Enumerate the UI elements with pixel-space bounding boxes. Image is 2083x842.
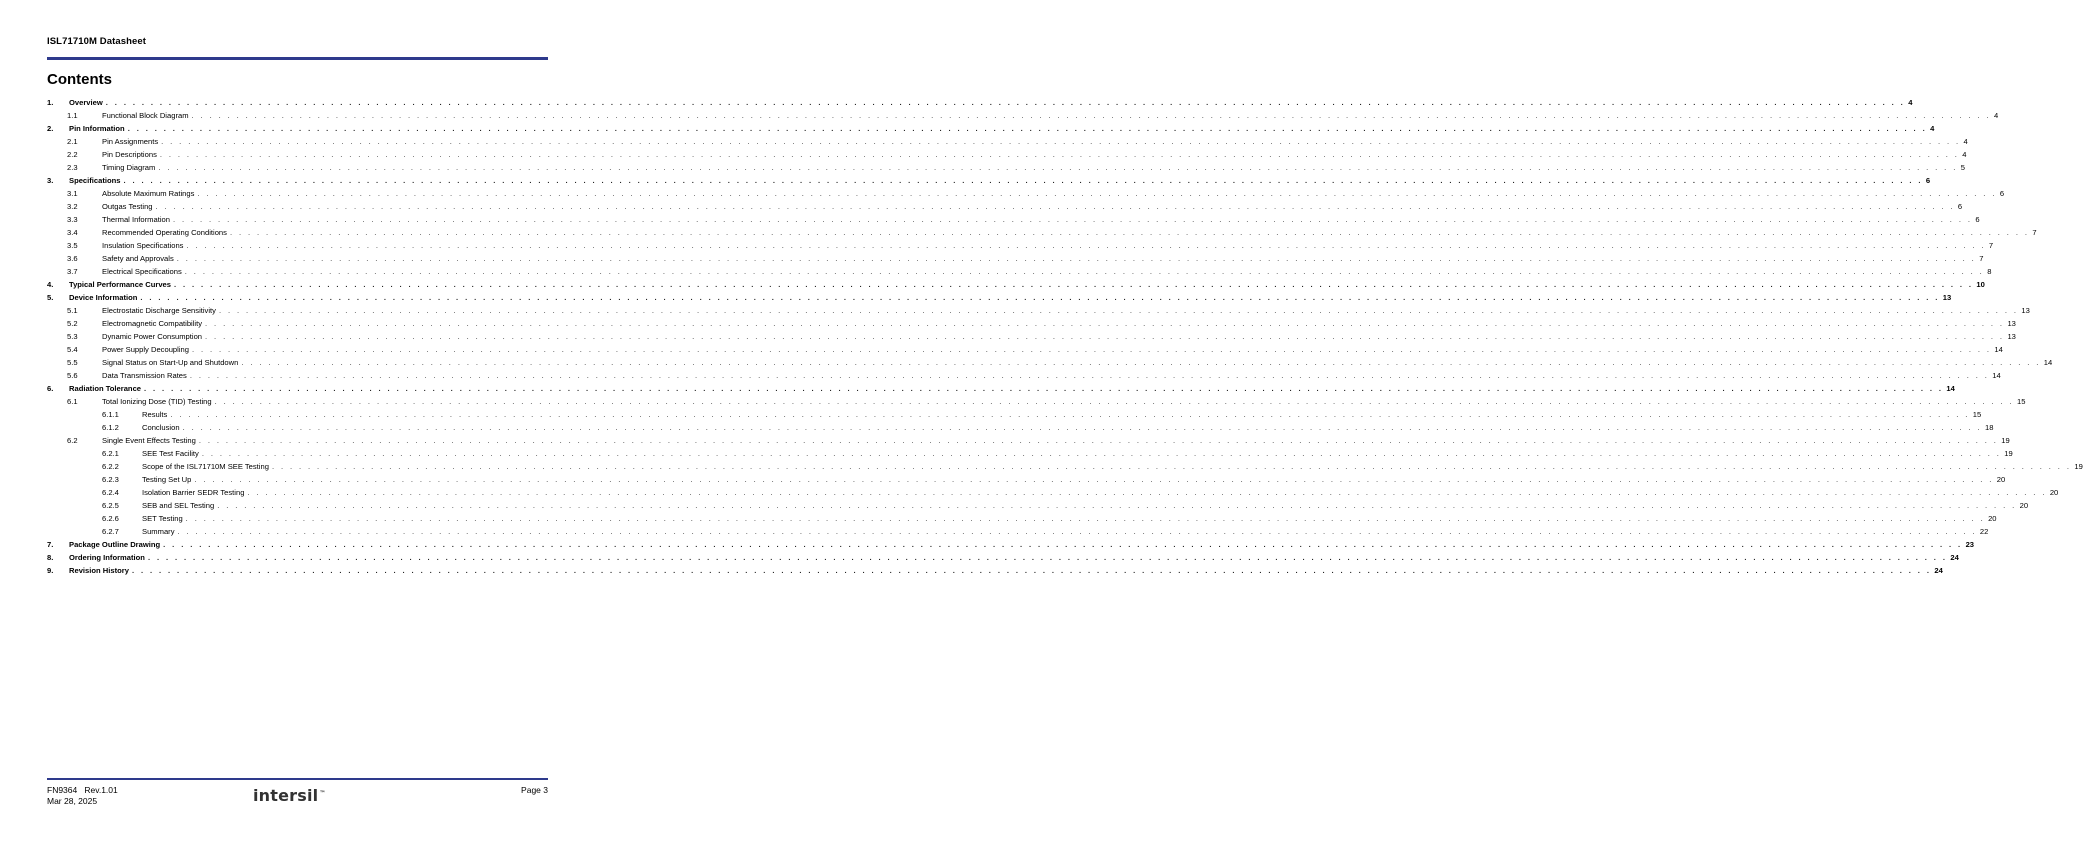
toc-entry-page[interactable]: 20 (1996, 475, 2006, 484)
toc-dot-leader: . . . . . . . . . . . . . . . . . . . . . . . . . . . . . . . . . . . . . . . . . . . . . . . . . . . . . . . . . . . . . . . . . . . . . . . . . . . . . . . . . . . . . . . . . . . . . . . . . . . . . . . . . . . . . . . . . . . . . . . . . . . . . . . . . . . . . . . . . . . . . . . . . . . . . . . . . . . . . . . . . . . . . . . . . . . . . . . . . . . . . . . . . . . . . . . . . . . . . . . . (186, 241, 1986, 250)
toc-entry-number: 2. (47, 124, 54, 133)
toc-entry-page[interactable]: 7 (1988, 241, 1994, 250)
toc-entry[interactable] (47, 396, 2026, 407)
toc-entry-page[interactable]: 18 (1984, 423, 1994, 432)
toc-entry-title[interactable]: Ordering Information (69, 552, 148, 563)
toc-dot-leader: . . . . . . . . . . . . . . . . . . . . . . . . . . . . . . . . . . . . . . . . . . . . . . . . . . . . . . . . . . . . . . . . . . . . . . . . . . . . . . . . . . . . . . . . . . . . . . . . . . . . . . . . . . . . . . . . . . . . . . . . . . . . . . . . . . . . . . . . . . . . . . . . . . . . . . . . . . . . . . . . . . . . . . . . . . . . . . . . . . . . . . . . . . . . . . . . . . . . . . . . (105, 98, 1906, 107)
toc-dot-leader: . . . . . . . . . . . . . . . . . . . . . . . . . . . . . . . . . . . . . . . . . . . . . . . . . . . . . . . . . . . . . . . . . . . . . . . . . . . . . . . . . . . . . . . . . . . . . . . . . . . . . . . . . . . . . . . . . . . . . . . . . . . . . . . . . . . . . . . . . . . . . . . . . . . . . . . . . . . . . . . . . . . . . . . . . . . . . . . . . . . . . . . . . . . . . . . . . . . . . . . . (131, 566, 1932, 575)
toc-entry[interactable] (47, 318, 2016, 329)
toc-dot-leader: . . . . . . . . . . . . . . . . . . . . . . . . . . . . . . . . . . . . . . . . . . . . . . . . . . . . . . . . . . . . . . . . . . . . . . . . . . . . . . . . . . . . . . . . . . . . . . . . . . . . . . . . . . . . . . . . . . . . . . . . . . . . . . . . . . . . . . . . . . . . . . . . . . . . . . . . . . . . . . . . . . . . . . . . . . . . . . . . . . . . . . . . . . . . . . . . . . . . . . . . (189, 371, 1990, 380)
toc-entry-title[interactable]: Recommended Operating Conditions (102, 227, 230, 238)
toc-entry-number: 6.2.3 (102, 475, 119, 484)
toc-entry[interactable] (47, 422, 1994, 433)
toc-entry-title[interactable]: Pin Descriptions (102, 149, 160, 160)
toc-entry-number: 1.1 (67, 111, 78, 120)
toc-entry-number: 5.6 (67, 371, 78, 380)
toc-entry-title[interactable]: Summary (142, 526, 178, 537)
toc-entry-title[interactable]: Radiation Tolerance (69, 383, 144, 394)
toc-dot-leader: . . . . . . . . . . . . . . . . . . . . . . . . . . . . . . . . . . . . . . . . . . . . . . . . . . . . . . . . . . . . . . . . . . . . . . . . . . . . . . . . . . . . . . . . . . . . . . . . . . . . . . . . . . . . . . . . . . . . . . . . . . . . . . . . . . . . . . . . . . . . . . . . . . . . . . . . . . . . . . . . . . . . . . . . . . . . . . . . . . . . . . . . . . . . . . . . . . . . . . . . (205, 319, 2005, 328)
toc-entry[interactable] (47, 409, 1982, 420)
toc-entry[interactable] (47, 448, 2013, 459)
toc-dot-leader: . . . . . . . . . . . . . . . . . . . . . . . . . . . . . . . . . . . . . . . . . . . . . . . . . . . . . . . . . . . . . . . . . . . . . . . . . . . . . . . . . . . . . . . . . . . . . . . . . . . . . . . . . . . . . . . . . . . . . . . . . . . . . . . . . . . . . . . . . . . . . . . . . . . . . . . . . . . . . . . . . . . . . . . . . . . . . . . . . . . . . . . . . . . . . . . . . . . . . . . . (229, 228, 2030, 237)
toc-entry-title[interactable]: Data Transmission Rates (102, 370, 190, 381)
toc-entry-page[interactable]: 19 (2004, 449, 2013, 458)
toc-entry[interactable] (47, 266, 1992, 277)
toc-entry[interactable] (47, 539, 1975, 550)
toc-entry-page[interactable]: 4 (1993, 111, 1999, 120)
toc-dot-leader: . . . . . . . . . . . . . . . . . . . . . . . . . . . . . . . . . . . . . . . . . . . . . . . . . . . . . . . . . . . . . . . . . . . . . . . . . . . . . . . . . . . . . . . . . . . . . . . . . . . . . . . . . . . . . . . . . . . . . . . . . . . . . . . . . . . . . . . . . . . . . . . . . . . . . . . . . . . . . . . . . . . . . . . . . . . . . . . . . . . . . . . . . . . . . . . . . . . . . . . . (163, 540, 1963, 549)
toc-entry[interactable] (47, 565, 1943, 576)
toc-dot-leader: . . . . . . . . . . . . . . . . . . . . . . . . . . . . . . . . . . . . . . . . . . . . . . . . . . . . . . . . . . . . . . . . . . . . . . . . . . . . . . . . . . . . . . . . . . . . . . . . . . . . . . . . . . . . . . . . . . . . . . . . . . . . . . . . . . . . . . . . . . . . . . . . . . . . . . . . . . . . . . . . . . . . . . . . . . . . . . . . . . . . . . . . . . . . . . . . . . . . . . . . (247, 488, 2047, 497)
toc-entry-title[interactable]: Electrical Specifications (102, 266, 185, 277)
toc-entry-number: 6. (47, 384, 54, 393)
toc-entry-number: 5.4 (67, 345, 78, 354)
toc-dot-leader: . . . . . . . . . . . . . . . . . . . . . . . . . . . . . . . . . . . . . . . . . . . . . . . . . . . . . . . . . . . . . . . . . . . . . . . . . . . . . . . . . . . . . . . . . . . . . . . . . . . . . . . . . . . . . . . . . . . . . . . . . . . . . . . . . . . . . . . . . . . . . . . . . . . . . . . . . . . . . . . . . . . . . . . . . . . . . . . . . . . . . . . . . . . . . . . . . . . . . . . . (184, 267, 1985, 276)
toc-dot-leader: . . . . . . . . . . . . . . . . . . . . . . . . . . . . . . . . . . . . . . . . . . . . . . . . . . . . . . . . . . . . . . . . . . . . . . . . . . . . . . . . . . . . . . . . . . . . . . . . . . . . . . . . . . . . . . . . . . . . . . . . . . . . . . . . . . . . . . . . . . . . . . . . . . . . . . . . . . . . . . . . . . . . . . . . . . . . . . . . . . . . . . . . . . . . . . . . . . . . . . . . (177, 527, 1977, 536)
toc-entry[interactable] (47, 357, 2053, 368)
footer-doc-info (47, 785, 118, 807)
toc-entry-page[interactable]: 7 (2032, 228, 2037, 237)
toc-entry-title[interactable]: Conclusion (142, 422, 183, 433)
toc-dot-leader: . . . . . . . . . . . . . . . . . . . . . . . . . . . . . . . . . . . . . . . . . . . . . . . . . . . . . . . . . . . . . . . . . . . . . . . . . . . . . . . . . . . . . . . . . . . . . . . . . . . . . . . . . . . . . . . . . . . . . . . . . . . . . . . . . . . . . . . . . . . . . . . . . . . . . . . . . . . . . . . . . . . . . . . . . . . . . . . . . . . . . . . . . . . . . . . . . . . . . . . . (201, 449, 2002, 458)
toc-entry[interactable] (47, 175, 1931, 186)
toc-entry-page[interactable]: 6 (1957, 202, 1963, 211)
toc-entry-page[interactable]: 23 (1965, 540, 1975, 549)
toc-entry-number: 6.1.1 (102, 410, 119, 419)
toc-dot-leader: . . . . . . . . . . . . . . . . . . . . . . . . . . . . . . . . . . . . . . . . . . . . . . . . . . . . . . . . . . . . . . . . . . . . . . . . . . . . . . . . . . . . . . . . . . . . . . . . . . . . . . . . . . . . . . . . . . . . . . . . . . . . . . . . . . . . . . . . . . . . . . . . . . . . . . . . . . . . . . . . . . . . . . . . . . . . . . . . . . . . . . . . . . . . . . . . . . . . . . . . (194, 475, 1994, 484)
toc-entry-page[interactable]: 24 (1934, 566, 1943, 575)
toc-entry-number: 8. (47, 553, 54, 562)
toc-entry-title[interactable]: Electrostatic Discharge Sensitivity (102, 305, 219, 316)
toc-entry-number: 5.3 (67, 332, 78, 341)
toc-dot-leader: . . . . . . . . . . . . . . . . . . . . . . . . . . . . . . . . . . . . . . . . . . . . . . . . . . . . . . . . . . . . . . . . . . . . . . . . . . . . . . . . . . . . . . . . . . . . . . . . . . . . . . . . . . . . . . . . . . . . . . . . . . . . . . . . . . . . . . . . . . . . . . . . . . . . . . . . . . . . . . . . . . . . . . . . . . . . . . . . . . . . . . . . . . . . . . . . . . . . . . . . (155, 202, 1955, 211)
toc-entry-page[interactable]: 10 (1976, 280, 1985, 289)
toc-entry-number: 3.5 (67, 241, 78, 250)
toc-entry-number: 6.2.1 (102, 449, 119, 458)
toc-entry-page[interactable]: 5 (1960, 163, 1965, 172)
toc-dot-leader: . . . . . . . . . . . . . . . . . . . . . . . . . . . . . . . . . . . . . . . . . . . . . . . . . . . . . . . . . . . . . . . . . . . . . . . . . . . . . . . . . . . . . . . . . . . . . . . . . . . . . . . . . . . . . . . . . . . . . . . . . . . . . . . . . . . . . . . . . . . . . . . . . . . . . . . . . . . . . . . . . . . . . . . . . . . . . . . . . . . . . . . . . . . . . . . . . . . . . . . . (214, 397, 2014, 406)
toc-entry[interactable] (47, 552, 1959, 563)
toc-entry-title[interactable]: Signal Status on Start-Up and Shutdown (102, 357, 241, 368)
toc-entry[interactable] (47, 292, 1952, 303)
toc-entry[interactable] (47, 331, 2016, 342)
toc-entry-title[interactable]: Testing Set Up (142, 474, 194, 485)
toc-entry-number: 9. (47, 566, 54, 575)
trademark-mark: ™ (319, 789, 326, 797)
toc-entry-title[interactable]: Pin Information (69, 123, 128, 134)
document-title: ISL71710M Datasheet (47, 36, 147, 47)
toc-entry-page[interactable]: 4 (1930, 124, 1935, 133)
toc-entry-title[interactable]: Timing Diagram (102, 162, 158, 173)
toc-entry-page[interactable]: 6 (1999, 189, 2005, 198)
toc-entry[interactable] (47, 435, 2010, 446)
toc-dot-leader: . . . . . . . . . . . . . . . . . . . . . . . . . . . . . . . . . . . . . . . . . . . . . . . . . . . . . . . . . . . . . . . . . . . . . . . . . . . . . . . . . . . . . . . . . . . . . . . . . . . . . . . . . . . . . . . . . . . . . . . . . . . . . . . . . . . . . . . . . . . . . . . . . . . . . . . . . . . . . . . . . . . . . . . . . . . . . . . . . . . . . . . . . . . . . . . . . . . . . . . . (123, 176, 1923, 185)
toc-entry-title[interactable]: SEB and SEL Testing (142, 500, 217, 511)
toc-entry[interactable] (47, 97, 1913, 108)
toc-dot-leader: . . . . . . . . . . . . . . . . . . . . . . . . . . . . . . . . . . . . . . . . . . . . . . . . . . . . . . . . . . . . . . . . . . . . . . . . . . . . . . . . . . . . . . . . . . . . . . . . . . . . . . . . . . . . . . . . . . . . . . . . . . . . . . . . . . . . . . . . . . . . . . . . . . . . . . . . . . . . . . . . . . . . . . . . . . . . . . . . . . . . . . . . . . . . . . . . . . . . . . . . (176, 254, 1977, 263)
toc-entry-title[interactable]: Overview (69, 97, 106, 108)
toc-entry-page[interactable]: 24 (1950, 553, 1959, 562)
toc-entry-page[interactable]: 4 (1962, 150, 1967, 159)
toc-entry-page[interactable]: 14 (1946, 384, 1955, 393)
toc-entry-title[interactable]: Dynamic Power Consumption (102, 331, 205, 342)
logo-text: intersil (253, 786, 319, 805)
toc-entry-title[interactable]: Device Information (69, 292, 140, 303)
toc-dot-leader: . . . . . . . . . . . . . . . . . . . . . . . . . . . . . . . . . . . . . . . . . . . . . . . . . . . . . . . . . . . . . . . . . . . . . . . . . . . . . . . . . . . . . . . . . . . . . . . . . . . . . . . . . . . . . . . . . . . . . . . . . . . . . . . . . . . . . . . . . . . . . . . . . . . . . . . . . . . . . . . . . . . . . . . . . . . . . . . . . . . . . . . . . . . . . . . . . . . . . . . . (241, 358, 2041, 367)
toc-entry-number: 5. (47, 293, 54, 302)
toc-entry-page[interactable]: 19 (2001, 436, 2010, 445)
toc-entry-page[interactable]: 20 (2049, 488, 2059, 497)
toc-dot-leader: . . . . . . . . . . . . . . . . . . . . . . . . . . . . . . . . . . . . . . . . . . . . . . . . . . . . . . . . . . . . . . . . . . . . . . . . . . . . . . . . . . . . . . . . . . . . . . . . . . . . . . . . . . . . . . . . . . . . . . . . . . . . . . . . . . . . . . . . . . . . . . . . . . . . . . . . . . . . . . . . . . . . . . . . . . . . . . . . . . . . . . . . . . . . . . . . . . . . . . . . (144, 384, 1944, 393)
toc-dot-leader: . . . . . . . . . . . . . . . . . . . . . . . . . . . . . . . . . . . . . . . . . . . . . . . . . . . . . . . . . . . . . . . . . . . . . . . . . . . . . . . . . . . . . . . . . . . . . . . . . . . . . . . . . . . . . . . . . . . . . . . . . . . . . . . . . . . . . . . . . . . . . . . . . . . . . . . . . . . . . . . . . . . . . . . . . . . . . . . . . . . . . . . . . . . . . . . . . . . . . . . . (191, 345, 1992, 354)
toc-entry-title[interactable]: Revision History (69, 565, 132, 576)
toc-dot-leader: . . . . . . . . . . . . . . . . . . . . . . . . . . . . . . . . . . . . . . . . . . . . . . . . . . . . . . . . . . . . . . . . . . . . . . . . . . . . . . . . . . . . . . . . . . . . . . . . . . . . . . . . . . . . . . . . . . . . . . . . . . . . . . . . . . . . . . . . . . . . . . . . . . . . . . . . . . . . . . . . . . . . . . . . . . . . . . . . . . . . . . . . . . . . . . . . . . . . . . . . (191, 111, 1991, 120)
toc-entry-number: 6.2.7 (102, 527, 119, 536)
toc-entry-title[interactable]: Absolute Maximum Ratings (102, 188, 197, 199)
contents-heading: Contents (47, 71, 112, 88)
toc-entry-number: 2.3 (67, 163, 78, 172)
toc-entry-number: 4. (47, 280, 54, 289)
toc-entry-page[interactable]: 4 (1963, 137, 1968, 146)
toc-dot-leader: . . . . . . . . . . . . . . . . . . . . . . . . . . . . . . . . . . . . . . . . . . . . . . . . . . . . . . . . . . . . . . . . . . . . . . . . . . . . . . . . . . . . . . . . . . . . . . . . . . . . . . . . . . . . . . . . . . . . . . . . . . . . . . . . . . . . . . . . . . . . . . . . . . . . . . . . . . . . . . . . . . . . . . . . . . . . . . . . . . . . . . . . . . . . . . . . . . . . . . . . (185, 514, 1986, 523)
toc-entry-number: 1. (47, 98, 54, 107)
toc-entry-number: 6.1 (67, 397, 78, 406)
toc-entry-page[interactable]: 14 (1992, 371, 2001, 380)
toc-entry-number: 5.1 (67, 306, 78, 315)
toc-entry-number: 3.6 (67, 254, 78, 263)
toc-entry-number: 3.3 (67, 215, 78, 224)
toc-entry-title[interactable]: Power Supply Decoupling (102, 344, 192, 355)
toc-entry-title[interactable]: Isolation Barrier SEDR Testing (142, 487, 247, 498)
toc-dot-leader: . . . . . . . . . . . . . . . . . . . . . . . . . . . . . . . . . . . . . . . . . . . . . . . . . . . . . . . . . . . . . . . . . . . . . . . . . . . . . . . . . . . . . . . . . . . . . . . . . . . . . . . . . . . . . . . . . . . . . . . . . . . . . . . . . . . . . . . . . . . . . . . . . . . . . . . . . . . . . . . . . . . . . . . . . . . . . . . . . . . . . . . . . . . . . . . . . . . . . . . . (271, 462, 2072, 471)
toc-entry-page[interactable]: 13 (2007, 332, 2016, 341)
toc-entry-page[interactable]: 8 (1987, 267, 1992, 276)
toc-dot-leader: . . . . . . . . . . . . . . . . . . . . . . . . . . . . . . . . . . . . . . . . . . . . . . . . . . . . . . . . . . . . . . . . . . . . . . . . . . . . . . . . . . . . . . . . . . . . . . . . . . . . . . . . . . . . . . . . . . . . . . . . . . . . . . . . . . . . . . . . . . . . . . . . . . . . . . . . . . . . . . . . . . . . . . . . . . . . . . . . . . . . . . . . . . . . . . . . . . . . . . . . (197, 189, 1997, 198)
toc-dot-leader: . . . . . . . . . . . . . . . . . . . . . . . . . . . . . . . . . . . . . . . . . . . . . . . . . . . . . . . . . . . . . . . . . . . . . . . . . . . . . . . . . . . . . . . . . . . . . . . . . . . . . . . . . . . . . . . . . . . . . . . . . . . . . . . . . . . . . . . . . . . . . . . . . . . . . . . . . . . . . . . . . . . . . . . . . . . . . . . . . . . . . . . . . . . . . . . . . . . . . . . . (198, 436, 1999, 445)
toc-dot-leader: . . . . . . . . . . . . . . . . . . . . . . . . . . . . . . . . . . . . . . . . . . . . . . . . . . . . . . . . . . . . . . . . . . . . . . . . . . . . . . . . . . . . . . . . . . . . . . . . . . . . . . . . . . . . . . . . . . . . . . . . . . . . . . . . . . . . . . . . . . . . . . . . . . . . . . . . . . . . . . . . . . . . . . . . . . . . . . . . . . . . . . . . . . . . . . . . . . . . . . . . (170, 410, 1970, 419)
toc-entry[interactable] (47, 136, 1968, 147)
toc-entry[interactable] (47, 461, 2083, 472)
toc-entry-page[interactable]: 6 (1925, 176, 1931, 185)
toc-entry-title[interactable]: Pin Assignments (102, 136, 161, 147)
toc-entry-page[interactable]: 13 (2007, 319, 2016, 328)
page-number: Page 3 (521, 785, 548, 795)
toc-entry[interactable] (47, 487, 2059, 498)
toc-entry-page[interactable]: 4 (1908, 98, 1913, 107)
toc-entry-number: 6.1.2 (102, 423, 119, 432)
toc-entry[interactable] (47, 253, 1984, 264)
toc-entry-number: 3.4 (67, 228, 78, 237)
toc-entry-number: 3.1 (67, 189, 78, 198)
toc-entry-title[interactable]: Functional Block Diagram (102, 110, 192, 121)
toc-entry-title[interactable]: Electromagnetic Compatibility (102, 318, 205, 329)
toc-entry[interactable] (47, 162, 1965, 173)
toc-entry-number: 6.2 (67, 436, 78, 445)
toc-dot-leader: . . . . . . . . . . . . . . . . . . . . . . . . . . . . . . . . . . . . . . . . . . . . . . . . . . . . . . . . . . . . . . . . . . . . . . . . . . . . . . . . . . . . . . . . . . . . . . . . . . . . . . . . . . . . . . . . . . . . . . . . . . . . . . . . . . . . . . . . . . . . . . . . . . . . . . . . . . . . . . . . . . . . . . . . . . . . . . . . . . . . . . . . . . . . . . . . . . . . . . . . (140, 293, 1940, 302)
toc-entry[interactable] (47, 149, 1967, 160)
toc-entry-page[interactable]: 14 (2043, 358, 2053, 367)
toc-entry[interactable] (47, 526, 1989, 537)
toc-dot-leader: . . . . . . . . . . . . . . . . . . . . . . . . . . . . . . . . . . . . . . . . . . . . . . . . . . . . . . . . . . . . . . . . . . . . . . . . . . . . . . . . . . . . . . . . . . . . . . . . . . . . . . . . . . . . . . . . . . . . . . . . . . . . . . . . . . . . . . . . . . . . . . . . . . . . . . . . . . . . . . . . . . . . . . . . . . . . . . . . . . . . . . . . . . . . . . . . . . . . . . . . (174, 280, 1974, 289)
toc-entry-title[interactable]: SET Testing (142, 513, 186, 524)
doc-revision: Rev.1.01 (84, 785, 118, 795)
toc-entry-title[interactable]: SEE Test Facility (142, 448, 202, 459)
toc-entry[interactable] (47, 214, 1980, 225)
toc-dot-leader: . . . . . . . . . . . . . . . . . . . . . . . . . . . . . . . . . . . . . . . . . . . . . . . . . . . . . . . . . . . . . . . . . . . . . . . . . . . . . . . . . . . . . . . . . . . . . . . . . . . . . . . . . . . . . . . . . . . . . . . . . . . . . . . . . . . . . . . . . . . . . . . . . . . . . . . . . . . . . . . . . . . . . . . . . . . . . . . . . . . . . . . . . . . . . . . . . . . . . . . . (127, 124, 1928, 133)
toc-dot-leader: . . . . . . . . . . . . . . . . . . . . . . . . . . . . . . . . . . . . . . . . . . . . . . . . . . . . . . . . . . . . . . . . . . . . . . . . . . . . . . . . . . . . . . . . . . . . . . . . . . . . . . . . . . . . . . . . . . . . . . . . . . . . . . . . . . . . . . . . . . . . . . . . . . . . . . . . . . . . . . . . . . . . . . . . . . . . . . . . . . . . . . . . . . . . . . . . . . . . . . . . (182, 423, 1982, 432)
toc-entry-number: 6.2.6 (102, 514, 119, 523)
toc-entry-title[interactable]: Thermal Information (102, 214, 173, 225)
toc-entry-number: 2.2 (67, 150, 78, 159)
toc-dot-leader: . . . . . . . . . . . . . . . . . . . . . . . . . . . . . . . . . . . . . . . . . . . . . . . . . . . . . . . . . . . . . . . . . . . . . . . . . . . . . . . . . . . . . . . . . . . . . . . . . . . . . . . . . . . . . . . . . . . . . . . . . . . . . . . . . . . . . . . . . . . . . . . . . . . . . . . . . . . . . . . . . . . . . . . . . . . . . . . . . . . . . . . . . . . . . . . . . . . . . . . . (147, 553, 1948, 562)
toc-entry[interactable] (47, 500, 2029, 511)
toc-dot-leader: . . . . . . . . . . . . . . . . . . . . . . . . . . . . . . . . . . . . . . . . . . . . . . . . . . . . . . . . . . . . . . . . . . . . . . . . . . . . . . . . . . . . . . . . . . . . . . . . . . . . . . . . . . . . . . . . . . . . . . . . . . . . . . . . . . . . . . . . . . . . . . . . . . . . . . . . . . . . . . . . . . . . . . . . . . . . . . . . . . . . . . . . . . . . . . . . . . . . . . . . (159, 150, 1960, 159)
toc-dot-leader: . . . . . . . . . . . . . . . . . . . . . . . . . . . . . . . . . . . . . . . . . . . . . . . . . . . . . . . . . . . . . . . . . . . . . . . . . . . . . . . . . . . . . . . . . . . . . . . . . . . . . . . . . . . . . . . . . . . . . . . . . . . . . . . . . . . . . . . . . . . . . . . . . . . . . . . . . . . . . . . . . . . . . . . . . . . . . . . . . . . . . . . . . . . . . . . . . . . . . . . . (217, 501, 2017, 510)
toc-entry-number: 6.2.5 (102, 501, 119, 510)
toc-dot-leader: . . . . . . . . . . . . . . . . . . . . . . . . . . . . . . . . . . . . . . . . . . . . . . . . . . . . . . . . . . . . . . . . . . . . . . . . . . . . . . . . . . . . . . . . . . . . . . . . . . . . . . . . . . . . . . . . . . . . . . . . . . . . . . . . . . . . . . . . . . . . . . . . . . . . . . . . . . . . . . . . . . . . . . . . . . . . . . . . . . . . . . . . . . . . . . . . . . . . . . . . (158, 163, 1958, 172)
toc-entry-page[interactable]: 13 (1942, 293, 1952, 302)
toc-entry-page[interactable]: 14 (1994, 345, 2003, 354)
toc-entry[interactable] (47, 201, 1963, 212)
toc-entry-page[interactable]: 22 (1979, 527, 1989, 536)
toc-entry-title[interactable]: Safety and Approvals (102, 253, 177, 264)
toc-entry[interactable] (47, 305, 2030, 316)
toc-entry-page[interactable]: 13 (2021, 306, 2030, 315)
toc-entry-page[interactable]: 20 (1988, 514, 1997, 523)
toc-entry-title[interactable]: Outgas Testing (102, 201, 156, 212)
toc-entry[interactable] (47, 344, 2003, 355)
toc-entry-title[interactable]: Results (142, 409, 170, 420)
toc-entry[interactable] (47, 188, 2005, 199)
toc-dot-leader: . . . . . . . . . . . . . . . . . . . . . . . . . . . . . . . . . . . . . . . . . . . . . . . . . . . . . . . . . . . . . . . . . . . . . . . . . . . . . . . . . . . . . . . . . . . . . . . . . . . . . . . . . . . . . . . . . . . . . . . . . . . . . . . . . . . . . . . . . . . . . . . . . . . . . . . . . . . . . . . . . . . . . . . . . . . . . . . . . . . . . . . . . . . . . . . . . . . . . . . . (161, 137, 1961, 146)
toc-entry[interactable] (47, 110, 1999, 121)
toc-entry-title[interactable]: Total Ionizing Dose (TID) Testing (102, 396, 215, 407)
toc-entry-number: 2.1 (67, 137, 78, 146)
toc-entry-title[interactable]: Scope of the ISL71710M SEE Testing (142, 461, 272, 472)
toc-entry-page[interactable]: 15 (1972, 410, 1982, 419)
toc-entry-number: 5.2 (67, 319, 78, 328)
toc-entry-page[interactable]: 6 (1975, 215, 1980, 224)
toc-entry[interactable] (47, 227, 2037, 238)
intersil-logo (253, 786, 326, 805)
toc-entry-number: 6.2.2 (102, 462, 119, 471)
toc-entry-page[interactable]: 20 (2019, 501, 2029, 510)
toc-entry[interactable] (47, 474, 2006, 485)
toc-entry[interactable] (47, 513, 1997, 524)
toc-entry[interactable] (47, 383, 1955, 394)
toc-entry-number: 3.7 (67, 267, 78, 276)
toc-entry-title[interactable]: Package Outline Drawing (69, 539, 163, 550)
toc-dot-leader: . . . . . . . . . . . . . . . . . . . . . . . . . . . . . . . . . . . . . . . . . . . . . . . . . . . . . . . . . . . . . . . . . . . . . . . . . . . . . . . . . . . . . . . . . . . . . . . . . . . . . . . . . . . . . . . . . . . . . . . . . . . . . . . . . . . . . . . . . . . . . . . . . . . . . . . . . . . . . . . . . . . . . . . . . . . . . . . . . . . . . . . . . . . . . . . . . . . . . . . . (172, 215, 1973, 224)
toc-entry-number: 5.5 (67, 358, 78, 367)
toc-entry-number: 7. (47, 540, 54, 549)
toc-dot-leader: . . . . . . . . . . . . . . . . . . . . . . . . . . . . . . . . . . . . . . . . . . . . . . . . . . . . . . . . . . . . . . . . . . . . . . . . . . . . . . . . . . . . . . . . . . . . . . . . . . . . . . . . . . . . . . . . . . . . . . . . . . . . . . . . . . . . . . . . . . . . . . . . . . . . . . . . . . . . . . . . . . . . . . . . . . . . . . . . . . . . . . . . . . . . . . . . . . . . . . . . (205, 332, 2005, 341)
toc-entry-number: 6.2.4 (102, 488, 119, 497)
toc-entry[interactable] (47, 240, 1994, 251)
header-rule (47, 57, 548, 60)
toc-entry[interactable] (47, 370, 2001, 381)
toc-entry-page[interactable]: 15 (2017, 397, 2026, 406)
toc-entry-page[interactable]: 7 (1979, 254, 1984, 263)
toc-entry[interactable] (47, 279, 1985, 290)
toc-dot-leader: . . . . . . . . . . . . . . . . . . . . . . . . . . . . . . . . . . . . . . . . . . . . . . . . . . . . . . . . . . . . . . . . . . . . . . . . . . . . . . . . . . . . . . . . . . . . . . . . . . . . . . . . . . . . . . . . . . . . . . . . . . . . . . . . . . . . . . . . . . . . . . . . . . . . . . . . . . . . . . . . . . . . . . . . . . . . . . . . . . . . . . . . . . . . . . . . . . . . . . . . (218, 306, 2019, 315)
toc-entry-page[interactable]: 19 (2074, 462, 2083, 471)
toc-entry-title[interactable]: Single Event Effects Testing (102, 435, 199, 446)
toc-entry-title[interactable]: Insulation Specifications (102, 240, 186, 251)
toc-entry[interactable] (47, 123, 1935, 134)
doc-date: Mar 28, 2025 (47, 796, 98, 806)
toc-entry-title[interactable]: Specifications (69, 175, 123, 186)
footer-rule (47, 778, 548, 780)
toc-entry-title[interactable]: Typical Performance Curves (69, 279, 174, 290)
doc-number: FN9364 (47, 785, 78, 795)
toc-entry-number: 3. (47, 176, 54, 185)
toc-entry-number: 3.2 (67, 202, 78, 211)
